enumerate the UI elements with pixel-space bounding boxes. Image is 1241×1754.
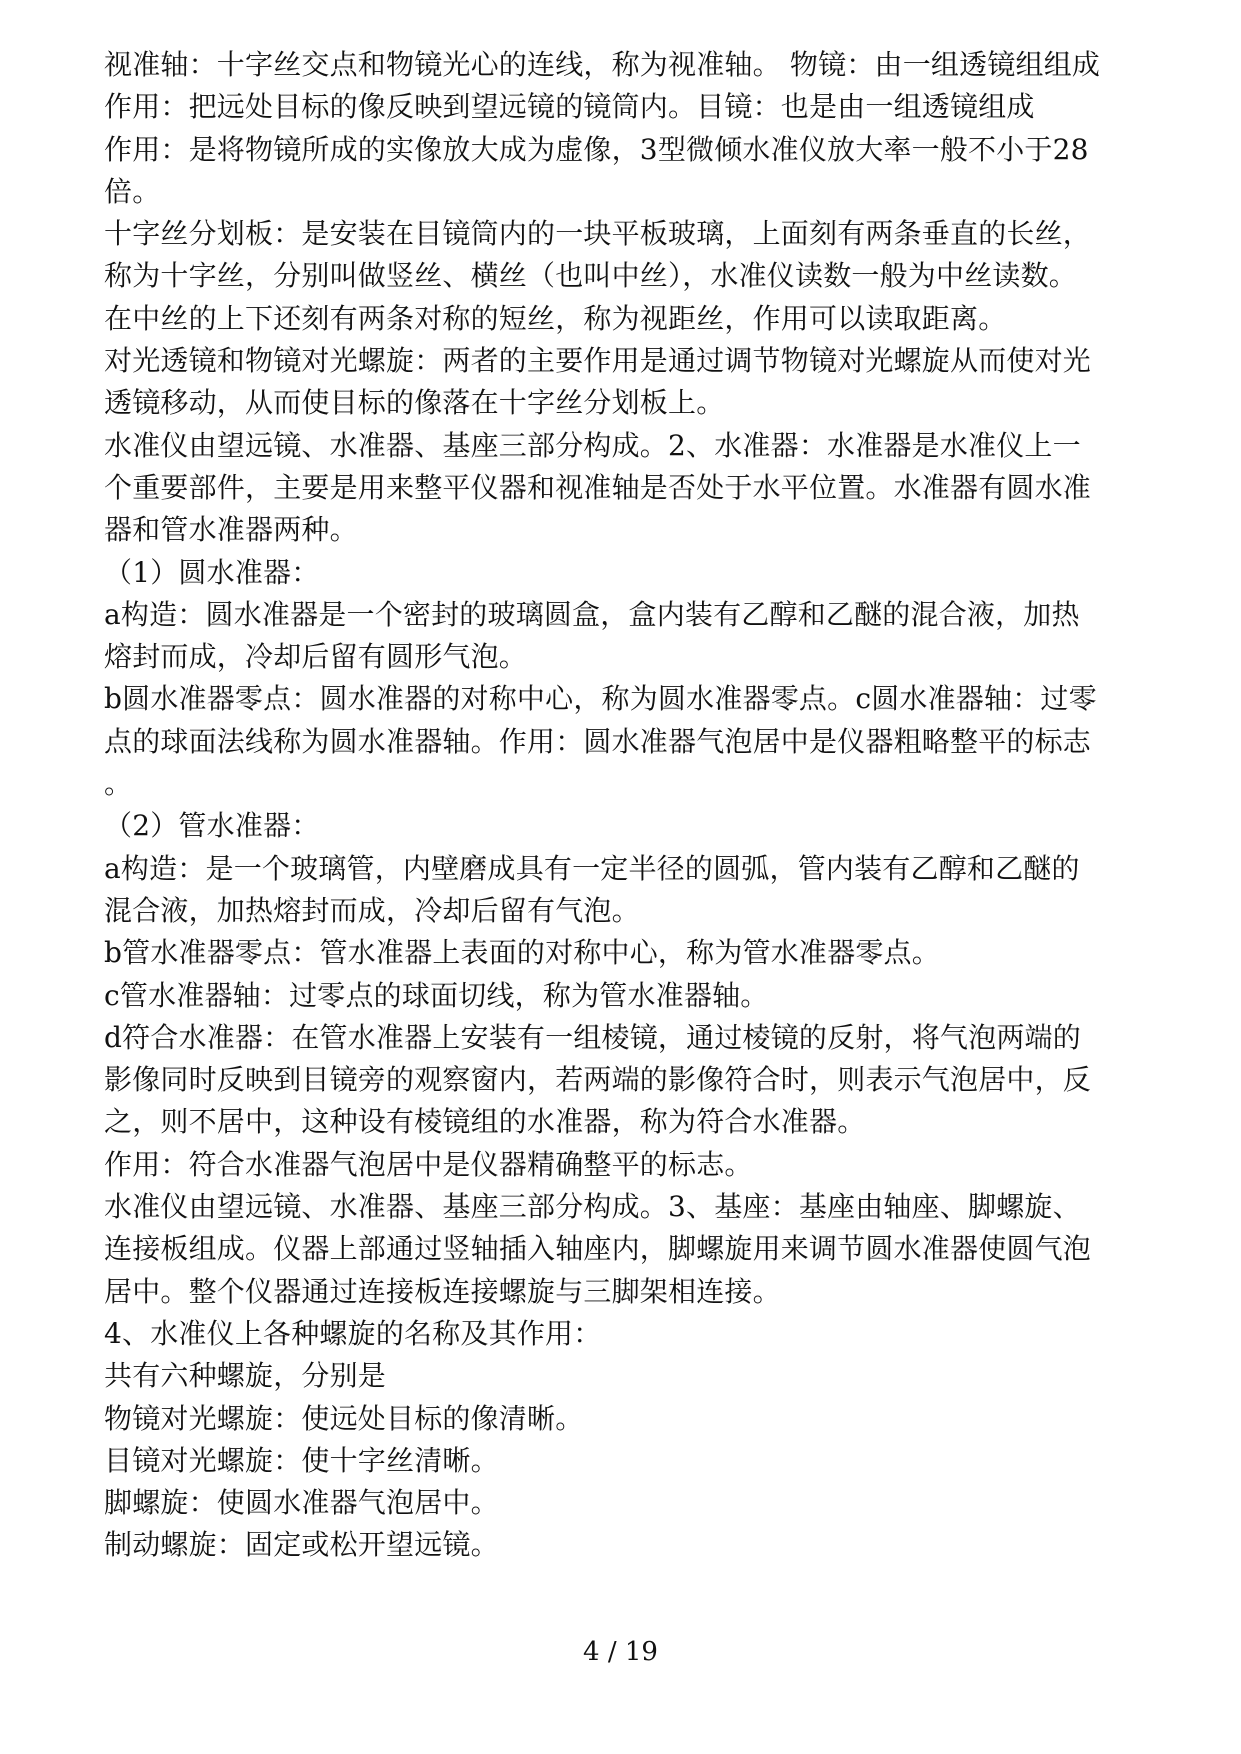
text-line: 物镜对光螺旋：使远处目标的像清晰。 bbox=[104, 1401, 584, 1435]
text-line: 水准仪由望远镜、水准器、基座三部分构成。2、水准器：水准器是水准仪上一 bbox=[104, 428, 1081, 462]
text-line: a构造：是一个玻璃管，内壁磨成具有一定半径的圆弧，管内装有乙醇和乙醚的 bbox=[104, 851, 1080, 885]
text-line: 共有六种螺旋，分别是 bbox=[104, 1359, 387, 1393]
text-line: （2）管水准器： bbox=[104, 809, 320, 843]
text-line: 脚螺旋：使圆水准器气泡居中。 bbox=[104, 1486, 499, 1520]
text-line: 影像同时反映到目镜旁的观察窗内，若两端的影像符合时，则表示气泡居中，反 bbox=[104, 1063, 1092, 1097]
text-line: 作用：是将物镜所成的实像放大成为虚像，3型微倾水准仪放大率一般不小于28 bbox=[104, 132, 1089, 166]
text-line: 倍。 bbox=[104, 174, 161, 208]
text-line: 居中。整个仪器通过连接板连接螺旋与三脚架相连接。 bbox=[104, 1274, 781, 1308]
text-line: 个重要部件，主要是用来整平仪器和视准轴是否处于水平位置。水准器有圆水准 bbox=[104, 470, 1092, 504]
text-line: 作用：符合水准器气泡居中是仪器精确整平的标志。 bbox=[104, 1147, 753, 1181]
text-line: 对光透镜和物镜对光螺旋：两者的主要作用是通过调节物镜对光螺旋从而使对光 bbox=[104, 344, 1092, 378]
text-line: 十字丝分划板：是安装在目镜筒内的一块平板玻璃，上面刻有两条垂直的长丝， bbox=[104, 217, 1092, 251]
text-line: 混合液，加热熔封而成，冷却后留有气泡。 bbox=[104, 893, 640, 927]
text-line: 作用：把远处目标的像反映到望远镜的镜筒内。目镜：也是由一组透镜组成 bbox=[104, 90, 1035, 124]
text-line: 水准仪由望远镜、水准器、基座三部分构成。3、基座：基座由轴座、脚螺旋、 bbox=[104, 1190, 1081, 1224]
text-line: 器和管水准器两种。 bbox=[104, 513, 358, 547]
page-number: 4 / 19 bbox=[583, 1637, 658, 1667]
text-line: 透镜移动，从而使目标的像落在十字丝分划板上。 bbox=[104, 386, 725, 420]
text-line: b圆水准器零点：圆水准器的对称中心，称为圆水准器零点。c圆水准器轴：过零 bbox=[104, 682, 1097, 716]
text-line: 制动螺旋：固定或松开望远镜。 bbox=[104, 1528, 499, 1562]
text-line: a构造：圆水准器是一个密封的玻璃圆盒，盒内装有乙醇和乙醚的混合液，加热 bbox=[104, 597, 1080, 631]
text-line: 。 bbox=[104, 767, 133, 801]
text-line: 点的球面法线称为圆水准器轴。作用：圆水准器气泡居中是仪器粗略整平的标志 bbox=[104, 724, 1092, 758]
text-line: 在中丝的上下还刻有两条对称的短丝，称为视距丝，作用可以读取距离。 bbox=[104, 301, 1007, 335]
text-line: 之，则不居中，这种设有棱镜组的水准器，称为符合水准器。 bbox=[104, 1105, 866, 1139]
text-line: d符合水准器：在管水准器上安装有一组棱镜，通过棱镜的反射，将气泡两端的 bbox=[104, 1020, 1081, 1054]
document-body bbox=[104, 44, 1144, 1567]
text-line: 目镜对光螺旋：使十字丝清晰。 bbox=[104, 1443, 499, 1477]
text-line: 视准轴：十字丝交点和物镜光心的连线，称为视准轴。 物镜：由一组透镜组组成 bbox=[104, 48, 1101, 81]
text-line: c管水准器轴：过零点的球面切线，称为管水准器轴。 bbox=[104, 978, 769, 1012]
text-line: （1）圆水准器： bbox=[104, 555, 320, 589]
text-line: 称为十字丝，分别叫做竖丝、横丝（也叫中丝），水准仪读数一般为中丝读数。 bbox=[104, 259, 1078, 293]
text-line: 熔封而成，冷却后留有圆形气泡。 bbox=[104, 640, 528, 674]
text-line: 4、水准仪上各种螺旋的名称及其作用： bbox=[104, 1316, 602, 1350]
text-line: b管水准器零点：管水准器上表面的对称中心，称为管水准器零点。 bbox=[104, 936, 940, 970]
text-line: 连接板组成。仪器上部通过竖轴插入轴座内，脚螺旋用来调节圆水准器使圆气泡 bbox=[104, 1232, 1092, 1266]
